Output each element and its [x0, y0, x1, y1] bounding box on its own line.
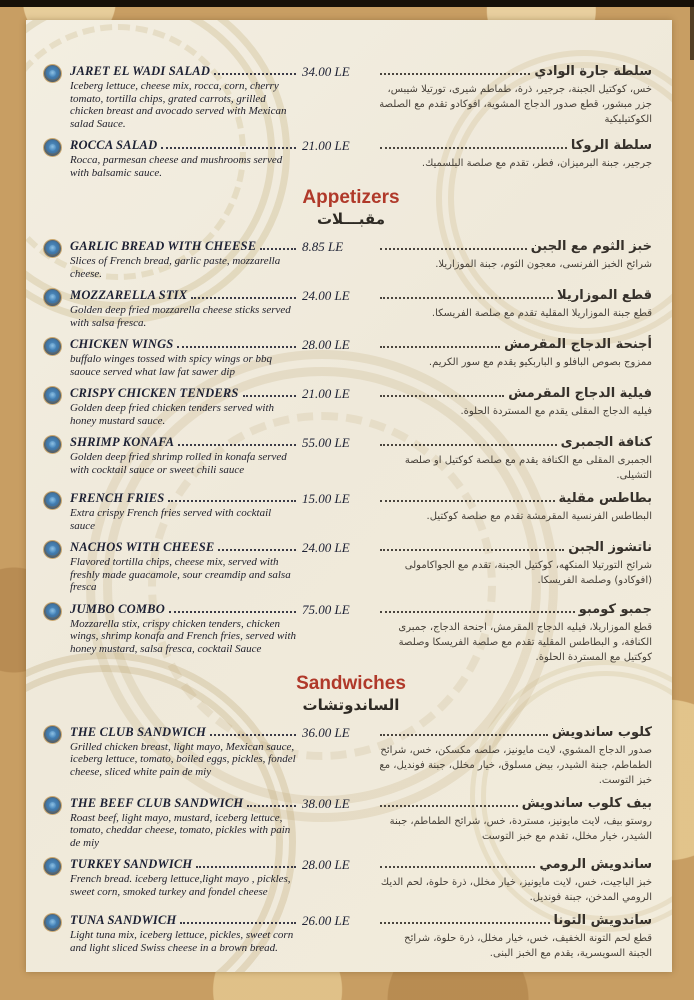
- item-desc-en: Golden deep fried chicken tenders served with honey mustard sauce.: [70, 402, 275, 427]
- item-name-en: CRISPY CHICKEN TENDERS: [70, 386, 239, 400]
- item-arabic: [378, 725, 658, 788]
- item-arabic: [378, 491, 658, 524]
- brand-badge-icon: [44, 603, 61, 620]
- dotted-leader: [380, 734, 548, 736]
- price-value: 75.00: [302, 601, 332, 617]
- item-name-ar: سلطة جارة الوادي: [534, 64, 652, 79]
- dotted-leader: [247, 805, 296, 807]
- item-name-en: FRENCH FRIES: [70, 491, 165, 505]
- item-name-ar: أجنحة الدجاج المقرمش: [504, 337, 652, 352]
- scan-edge-top: [0, 0, 694, 7]
- dotted-leader: [380, 805, 518, 807]
- item-arabic: [378, 337, 658, 370]
- menu-page: [26, 20, 672, 972]
- menu-item-rocca-salad: [44, 138, 658, 179]
- dotted-leader: [380, 866, 535, 868]
- menu-item-nachos-with-cheese: [44, 540, 658, 594]
- item-price: [298, 540, 378, 555]
- dotted-leader: [180, 922, 296, 924]
- item-desc-en: Extra crispy French fries served with cocktail sauce: [70, 507, 272, 532]
- price-value: 38.00: [302, 795, 332, 811]
- menu-content: [26, 20, 672, 972]
- dotted-leader: [161, 147, 296, 149]
- menu-item-mozzarella-stix: [44, 288, 658, 329]
- item-name-ar: بطاطس مقلية: [558, 491, 652, 506]
- section-heading-appetizers: [44, 187, 658, 229]
- item-english: [70, 913, 298, 954]
- item-arabic: [378, 239, 658, 272]
- item-price: [298, 913, 378, 928]
- item-arabic: [378, 602, 658, 665]
- item-desc-en: Grilled chicken breast, light mayo, Mexican sauce, iceberg lettuce, tomato, boiled eggs, pickles, fondel cheese, sliced white pain de miy: [70, 740, 296, 778]
- currency-label: LE: [334, 288, 350, 303]
- price-value: 28.00: [302, 857, 332, 872]
- menu-item-chicken-wings: [44, 337, 658, 378]
- scan-edge-right: [690, 0, 694, 60]
- menu-item-crispy-chicken-tenders: [44, 386, 658, 427]
- dotted-leader: [380, 549, 564, 551]
- item-desc-ar: خس، كوكتيل الجبنة، جرجير، ذرة، طماطم شيرى، تورتيلا شيبس، جزر مبشور، قطع صدور الدجاج المشوية، افوكادو تقدم مع الصلصة الكوكتيليكية: [379, 84, 652, 125]
- item-english: [70, 540, 298, 594]
- dotted-leader: [214, 73, 296, 75]
- item-price: [298, 857, 378, 872]
- menu-item-turkey-sandwich: [44, 857, 658, 905]
- dotted-leader: [196, 866, 296, 868]
- item-desc-en: Mozzarella stix, crispy chicken tenders, chicken wings, shrimp konafa and French fries, served with honey mustard, salsa fresca, cocktail Sauce: [70, 617, 296, 655]
- item-price: [298, 796, 378, 811]
- price-value: 8.85: [302, 239, 325, 254]
- item-price: [298, 64, 378, 79]
- dotted-leader: [380, 297, 553, 299]
- item-english: [70, 138, 298, 179]
- item-desc-en: Iceberg lettuce, cheese mix, rocca, corn, cherry tomato, tortilla chips, grated carrots, grilled chicken breast and avocado served with Mexican salad Sauce.: [70, 80, 287, 130]
- item-name-ar: قطع الموزاريلا: [557, 288, 652, 303]
- currency-label: LE: [334, 138, 350, 153]
- item-name-en: MOZZARELLA STIX: [70, 288, 188, 302]
- section-title-en: Sandwiches: [296, 672, 406, 694]
- item-desc-ar: فيليه الدجاج المقلى يقدم مع المستردة الحلوة.: [460, 406, 652, 417]
- item-english: [70, 288, 298, 329]
- section-title-ar: الساندوتشات: [302, 695, 400, 714]
- menu-item-beef-club-sandwich: [44, 796, 658, 850]
- item-desc-ar: خبز الباجيت، خس، لايت مايونيز، خيار مخلل، ذرة حلوة، لحم الديك الرومي المدخن، جبنة فونديل.: [380, 877, 652, 903]
- dotted-leader: [380, 346, 500, 348]
- item-arabic: [378, 435, 658, 483]
- price-value: 55.00: [302, 435, 332, 450]
- item-name-ar: سلطة الروكا: [570, 138, 652, 153]
- item-desc-ar: صدور الدجاج المشوي، لايت مايونيز، صلصه مكسكن، خس، شرائح الطماطم، جبنة الشيدر، بيض مسلوق، خيار مخلل، جبنة فونديل، مع خبز التوست.: [379, 744, 652, 786]
- currency-label: LE: [334, 724, 350, 740]
- item-name-en: GARLIC BREAD WITH CHEESE: [70, 239, 257, 253]
- item-arabic: [378, 64, 658, 127]
- item-english: [70, 386, 298, 427]
- item-english: [70, 796, 298, 850]
- item-desc-ar: قطع الموزاريلا، فيليه الدجاج المقرمش، اجنحة الدجاج، جمبرى الكنافة، و البطاطس المقلية تقدم مع صلصة الفريسكا وصلصة كوكتيل مع المستردة الحلوة.: [398, 621, 652, 663]
- menu-item-jumbo-combo: [44, 602, 658, 665]
- item-name-en: THE CLUB SANDWICH: [70, 724, 207, 739]
- dotted-leader: [380, 395, 504, 397]
- item-name-ar: بيف كلوب ساندويش: [521, 795, 652, 811]
- item-price: [298, 491, 378, 506]
- dotted-leader: [380, 611, 575, 613]
- price-value: 15.00: [302, 491, 332, 506]
- currency-label: LE: [334, 540, 350, 555]
- price-value: 26.00: [302, 913, 332, 928]
- currency-label: LE: [334, 795, 350, 811]
- item-price: [298, 435, 378, 450]
- menu-item-club-sandwich: [44, 725, 658, 788]
- item-name-ar: كنافة الجمبرى: [560, 435, 652, 450]
- item-name-en: TURKEY SANDWICH: [70, 857, 193, 871]
- dotted-leader: [168, 500, 296, 502]
- item-price: [298, 602, 378, 617]
- brand-badge-icon: [44, 797, 61, 814]
- item-desc-ar: جرجير، جبنة البرميزان، فطر، تقدم مع صلصة البلسميك.: [421, 158, 652, 169]
- item-english: [70, 491, 298, 532]
- price-value: 24.00: [302, 540, 332, 555]
- currency-label: LE: [334, 337, 350, 352]
- item-desc-en: buffalo winges tossed with spicy wings or bbq saouce served what law fat sawer dip: [70, 353, 272, 378]
- item-price: [298, 239, 378, 254]
- item-name-en: JARET EL WADI SALAD: [70, 64, 211, 78]
- dotted-leader: [260, 248, 296, 250]
- dotted-leader: [178, 444, 296, 446]
- brand-badge-icon: [44, 289, 61, 306]
- dotted-leader: [218, 549, 296, 551]
- currency-label: LE: [334, 491, 350, 506]
- dotted-leader: [380, 922, 550, 924]
- item-english: [70, 64, 298, 130]
- section-title-ar: مقبـــلات: [316, 210, 386, 228]
- item-desc-ar: قطع لحم التونة الخفيف، خس، خيار مخلل، ذرة حلوة، شرائح الجبنة السويسرية، يقدم مع الخبز البنى.: [404, 933, 652, 959]
- item-desc-ar: شرائح التورتيلا المنكهه، كوكتيل الجبنة، تقدم مع الجواكامولى (افوكادو) وصلصة الفريسكا.: [404, 560, 652, 586]
- item-name-en: JUMBO COMBO: [70, 601, 165, 616]
- brand-badge-icon: [44, 240, 61, 257]
- currency-label: LE: [334, 601, 350, 617]
- brand-badge-icon: [44, 858, 61, 875]
- item-english: [70, 435, 298, 476]
- currency-label: LE: [334, 64, 350, 79]
- menu-item-tuna-sandwich: [44, 913, 658, 961]
- item-price: [298, 386, 378, 401]
- price-value: 21.00: [302, 386, 332, 401]
- currency-label: LE: [334, 913, 350, 928]
- item-price: [298, 288, 378, 303]
- item-name-ar: خبز الثوم مع الجبن: [530, 239, 652, 254]
- item-desc-ar: البطاطس الفرنسية المقرمشة تقدم مع صلصة كوكتيل.: [426, 511, 652, 522]
- currency-label: LE: [328, 239, 344, 254]
- item-desc-en: Golden deep fried mozzarella cheese sticks served with salsa fresca.: [70, 304, 291, 329]
- item-desc-en: Slices of French bread, garlic paste, mozzarella cheese.: [70, 255, 281, 280]
- item-name-ar: فيلية الدجاج المقرمش: [508, 386, 652, 401]
- item-name-ar: ساندويش الرومي: [539, 857, 652, 872]
- currency-label: LE: [334, 857, 350, 872]
- item-name-en: SHRIMP KONAFA: [70, 435, 175, 449]
- dotted-leader: [380, 444, 557, 446]
- menu-item-shrimp-konafa: [44, 435, 658, 483]
- brand-badge-icon: [44, 139, 61, 156]
- currency-label: LE: [334, 386, 350, 401]
- item-desc-en: Roast beef, light mayo, mustard, iceberg lettuce, tomato, cheddar cheese, tomato, pickles with pain de miy: [70, 811, 291, 849]
- brand-badge-icon: [44, 65, 61, 82]
- price-value: 28.00: [302, 337, 332, 352]
- item-price: [298, 725, 378, 740]
- menu-item-garlic-bread: [44, 239, 658, 280]
- item-name-en: NACHOS WITH CHEESE: [70, 540, 215, 554]
- section-heading-sandwiches: [44, 673, 658, 715]
- item-price: [298, 138, 378, 153]
- item-arabic: [378, 857, 658, 905]
- dotted-leader: [169, 611, 296, 613]
- item-arabic: [378, 138, 658, 171]
- brand-badge-icon: [44, 726, 61, 743]
- item-name-en: TUNA SANDWICH: [70, 913, 177, 927]
- item-english: [70, 239, 298, 280]
- item-desc-ar: قطع جبنة الموزاريلا المقلية تقدم مع صلصة الفريسكا.: [431, 308, 652, 319]
- item-arabic: [378, 796, 658, 844]
- item-arabic: [378, 288, 658, 321]
- dotted-leader: [380, 73, 530, 75]
- item-english: [70, 602, 298, 656]
- menu-item-french-fries: [44, 491, 658, 532]
- item-name-en: THE BEEF CLUB SANDWICH: [70, 795, 244, 810]
- item-desc-en: Rocca, parmesan cheese and mushrooms served with balsamic sauce.: [70, 154, 283, 179]
- currency-label: LE: [334, 435, 350, 450]
- dotted-leader: [177, 346, 296, 348]
- price-value: 21.00: [302, 138, 332, 153]
- item-desc-ar: روستو بيف، لايت مايونيز، مستردة، خس، شرائح الطماطم، جبنة الشيدر، خيار مخلل، تقدم مع خبز التوست: [389, 815, 652, 842]
- brand-badge-icon: [44, 387, 61, 404]
- brand-badge-icon: [44, 436, 61, 453]
- dotted-leader: [380, 147, 567, 149]
- item-name-ar: ساندويش التونا: [553, 913, 652, 928]
- price-value: 24.00: [302, 288, 332, 303]
- brand-badge-icon: [44, 914, 61, 931]
- dotted-leader: [210, 734, 296, 736]
- dotted-leader: [380, 500, 555, 502]
- item-arabic: [378, 540, 658, 588]
- brand-badge-icon: [44, 338, 61, 355]
- dotted-leader: [380, 248, 527, 250]
- price-value: 36.00: [302, 724, 332, 740]
- item-name-ar: ناتشوز الجبن: [568, 540, 652, 555]
- dotted-leader: [243, 395, 296, 397]
- menu-item-jaret-el-wadi-salad: [44, 64, 658, 130]
- item-name-ar: جمبو كومبو: [578, 601, 652, 617]
- brand-badge-icon: [44, 541, 61, 558]
- item-english: [70, 725, 298, 779]
- item-name-ar: كلوب ساندويش: [551, 724, 652, 740]
- item-desc-en: Flavored tortilla chips, cheese mix, served with freshly made guacamole, sour creamdip and salsa fresca: [70, 556, 291, 593]
- item-desc-en: Light tuna mix, iceberg lettuce, pickles, sweet corn and light sliced Swiss cheese in a brown bread.: [70, 929, 294, 954]
- item-price: [298, 337, 378, 352]
- item-english: [70, 857, 298, 898]
- item-desc-ar: شرائح الخبز الفرنسى، معجون الثوم، جبنة الموزاريلا.: [435, 259, 652, 270]
- section-title-en: Appetizers: [302, 187, 400, 208]
- dotted-leader: [191, 297, 296, 299]
- item-name-en: CHICKEN WINGS: [70, 337, 174, 351]
- item-arabic: [378, 913, 658, 961]
- brand-badge-icon: [44, 492, 61, 509]
- price-value: 34.00: [302, 64, 332, 79]
- item-arabic: [378, 386, 658, 419]
- item-desc-ar: الجمبرى المقلى مع الكنافة يقدم مع صلصة كوكتيل او صلصة التشيلى.: [404, 455, 652, 481]
- item-name-en: ROCCA SALAD: [70, 138, 158, 152]
- item-english: [70, 337, 298, 378]
- item-desc-en: Golden deep fried shrimp rolled in konafa served with cocktail sauce or sweet chili sauce: [70, 451, 287, 476]
- item-desc-en: French bread. iceberg lettuce,light mayo , pickles, sweet corn, smoked turkey and fondel cheese: [70, 873, 291, 898]
- item-desc-ar: ممزوج بصوص البافلو و الباربكيو يقدم مع سور الكريم.: [428, 357, 652, 368]
